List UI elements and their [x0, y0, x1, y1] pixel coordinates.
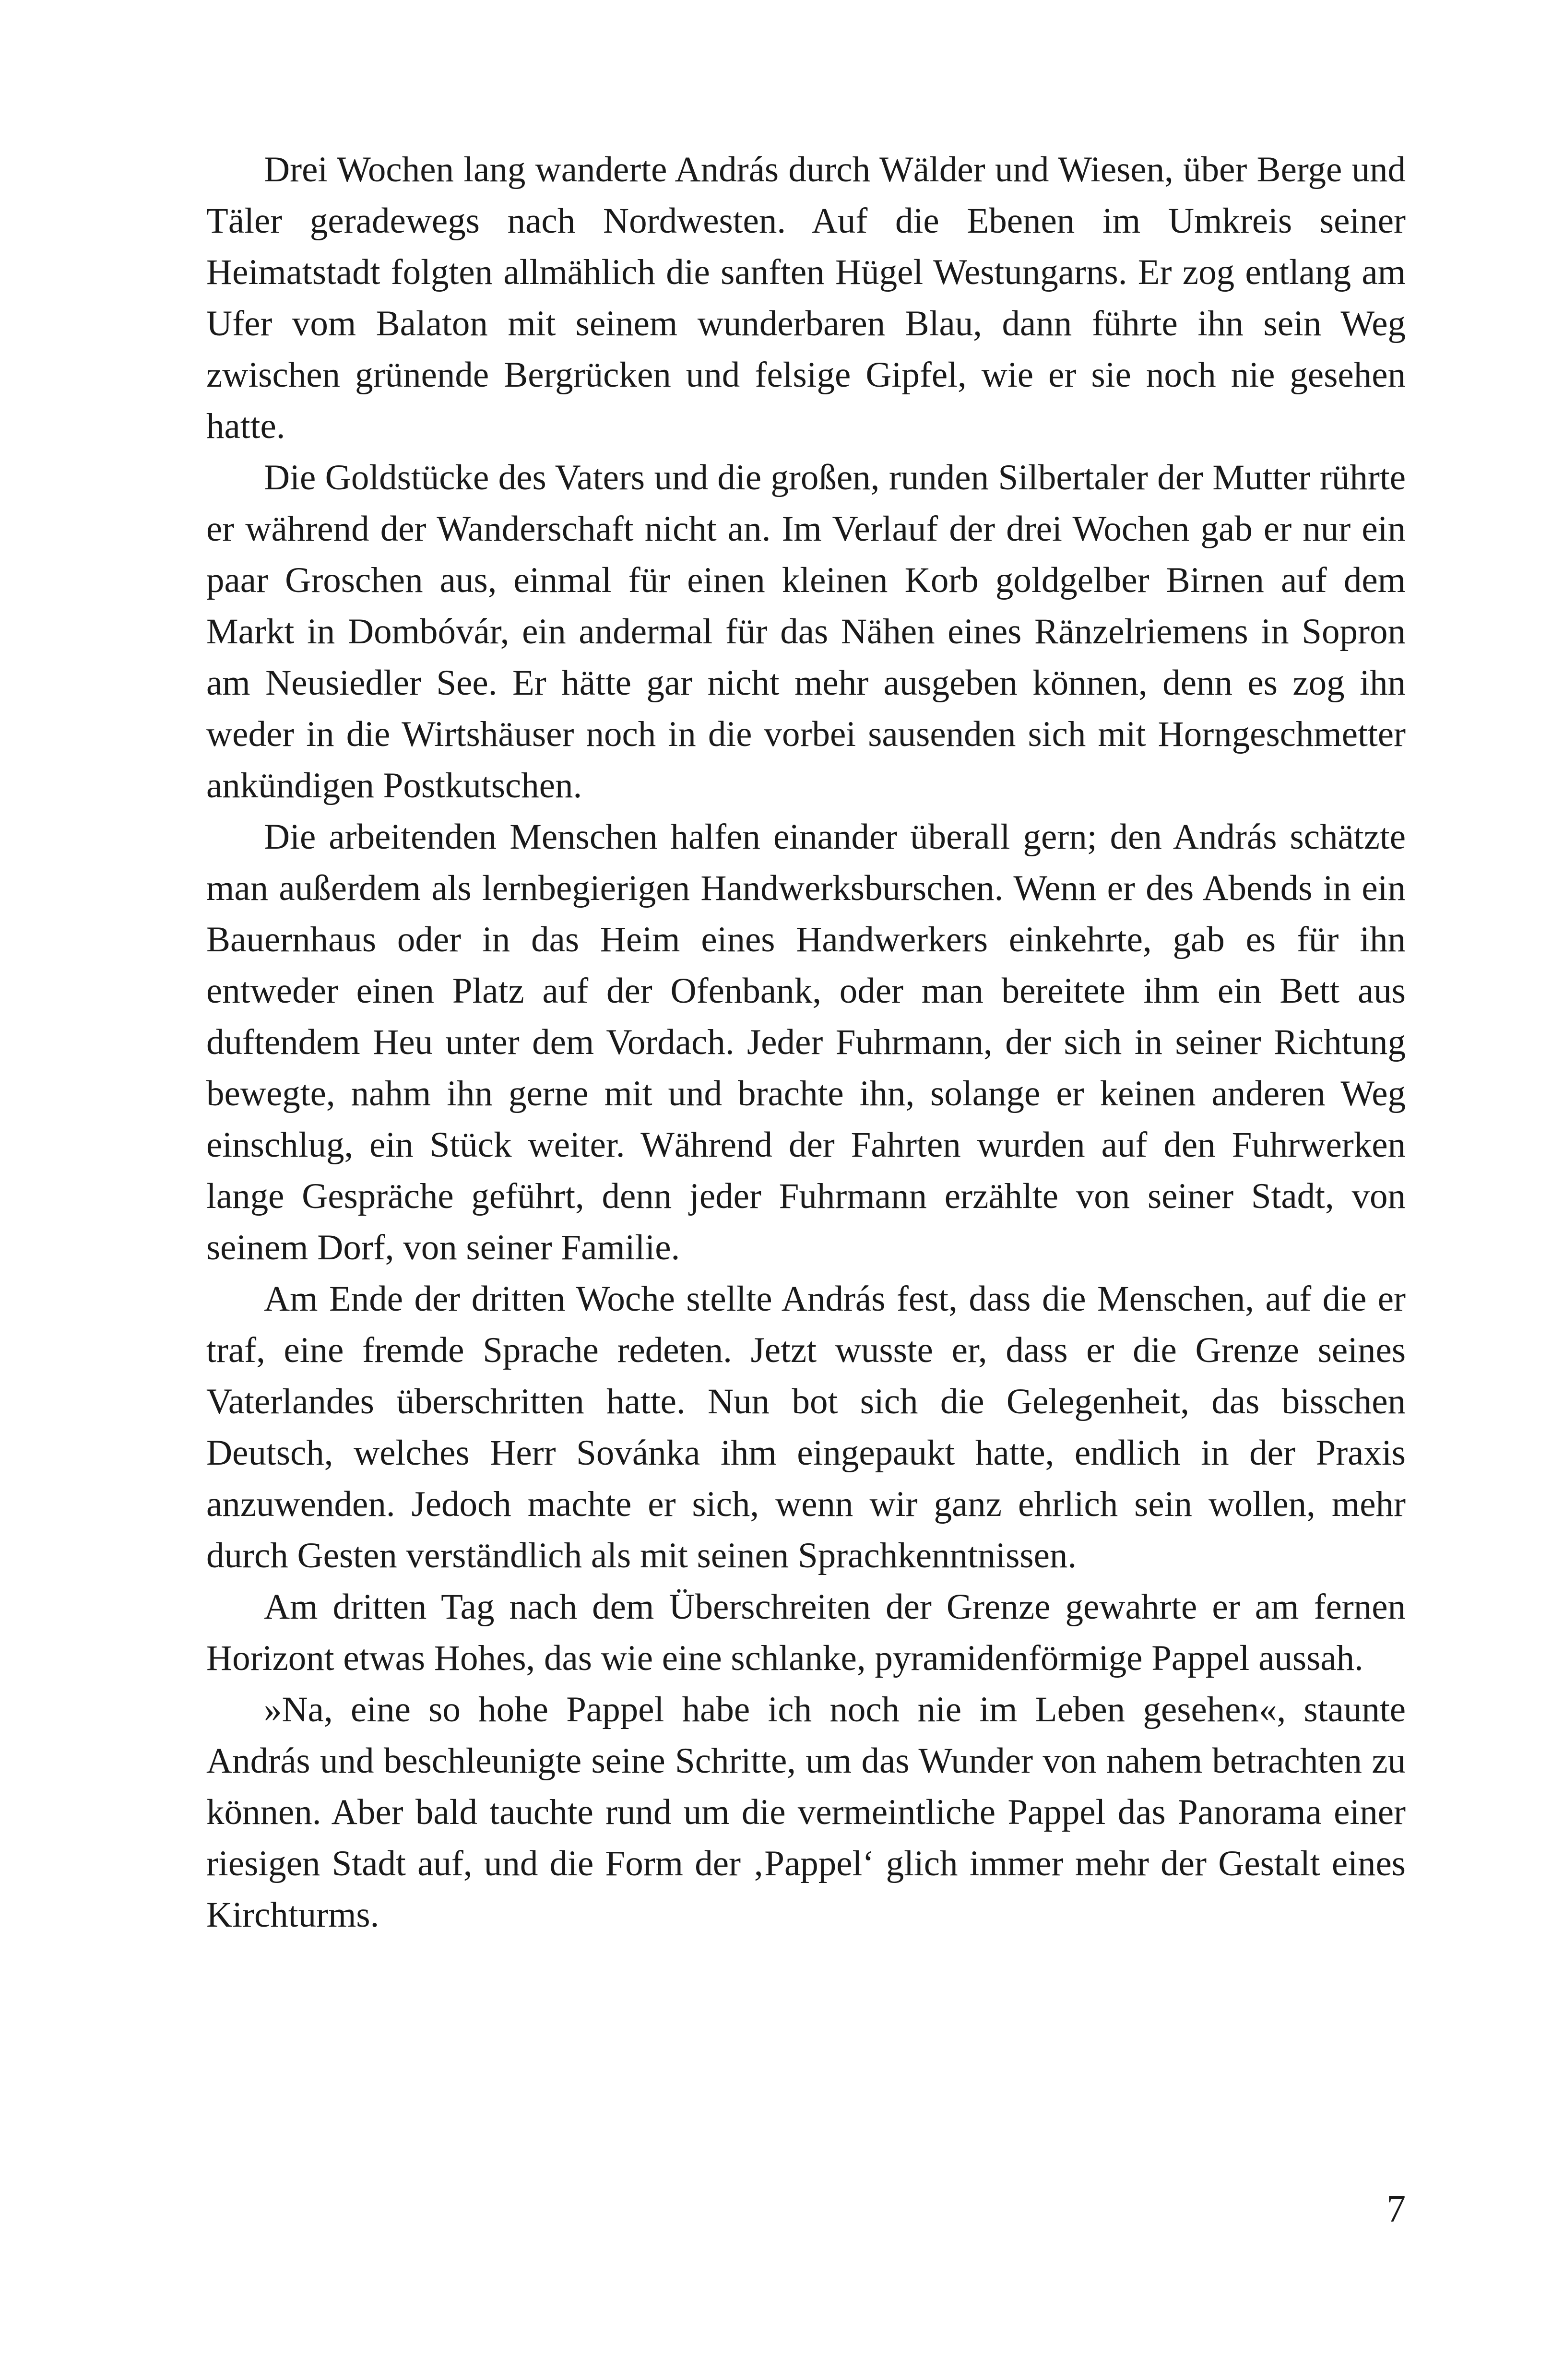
paragraph-6: »Na, eine so hohe Pappel habe ich noch nie im Leben gesehen«, staunte András und beschleunigte seine Schritte, um das Wunder von nahem betrachten zu können. Aber bald tauchte rund um die vermeintliche Pappel das Panorama einer riesigen Stadt auf, und die Form der ‚Pappel‘ glich immer mehr der Gestalt eines Kirchturms.	[206, 1690, 1406, 1935]
page-body	[206, 144, 1406, 1941]
paragraph-1: Drei Wochen lang wanderte András durch Wälder und Wiesen, über Berge und Täler geradewegs nach Nordwesten. Auf die Ebenen im Umkreis seiner Heimatstadt folgten allmählich die sanften Hügel Westungarns. Er zog entlang am Ufer vom Balaton mit seinem wunderbaren Blau, dann führte ihn sein Weg zwischen grünende Bergrücken und felsige Gipfel, wie er sie noch nie gesehen hatte.	[206, 150, 1406, 446]
paragraph-4: Am Ende der dritten Woche stellte András fest, dass die Menschen, auf die er traf, eine fremde Sprache redeten. Jetzt wusste er, dass er die Grenze seines Vaterlandes überschritten hatte. Nun bot sich die Gelegenheit, das bisschen Deutsch, welches Herr Sovánka ihm eingepaukt hatte, endlich in der Praxis anzuwenden. Jedoch machte er sich, wenn wir ganz ehrlich sein wollen, mehr durch Gesten verständlich als mit seinen Sprachkenntnissen.	[206, 1279, 1406, 1575]
page-number: 7	[1386, 2188, 1406, 2230]
paragraph-2: Die Goldstücke des Vaters und die großen, runden Silbertaler der Mutter rührte er während der Wanderschaft nicht an. Im Verlauf der drei Wochen gab er nur ein paar Groschen aus, einmal für einen kleinen Korb goldgelber Birnen auf dem Markt in Dombóvár, ein andermal für das Nähen eines Ränzelriemens in Sopron am Neusiedler See. Er hätte gar nicht mehr ausgeben können, denn es zog ihn weder in die Wirtshäuser noch in die vorbei sausenden sich mit Horngeschmetter ankündigen Postkutschen.	[206, 458, 1406, 805]
paragraph-3: Die arbeitenden Menschen halfen einander überall gern; den András schätzte man außerdem als lernbegierigen Handwerksburschen. Wenn er des Abends in ein Bauernhaus oder in das Heim eines Handwerkers einkehrte, gab es für ihn entweder einen Platz auf der Ofenbank, oder man bereitete ihm ein Bett aus duftendem Heu unter dem Vordach. Jeder Fuhrmann, der sich in seiner Richtung bewegte, nahm ihn gerne mit und brachte ihn, solange er keinen anderen Weg einschlug, ein Stück weiter. Während der Fahrten wurden auf den Fuhrwerken lange Gespräche geführt, denn jeder Fuhrmann erzählte von seiner Stadt, von seinem Dorf, von seiner Familie.	[206, 817, 1406, 1267]
paragraph-5: Am dritten Tag nach dem Überschreiten der Grenze gewahrte er am fernen Horizont etwas Hohes, das wie eine schlanke, pyramidenförmige Pappel aussah.	[206, 1587, 1406, 1678]
